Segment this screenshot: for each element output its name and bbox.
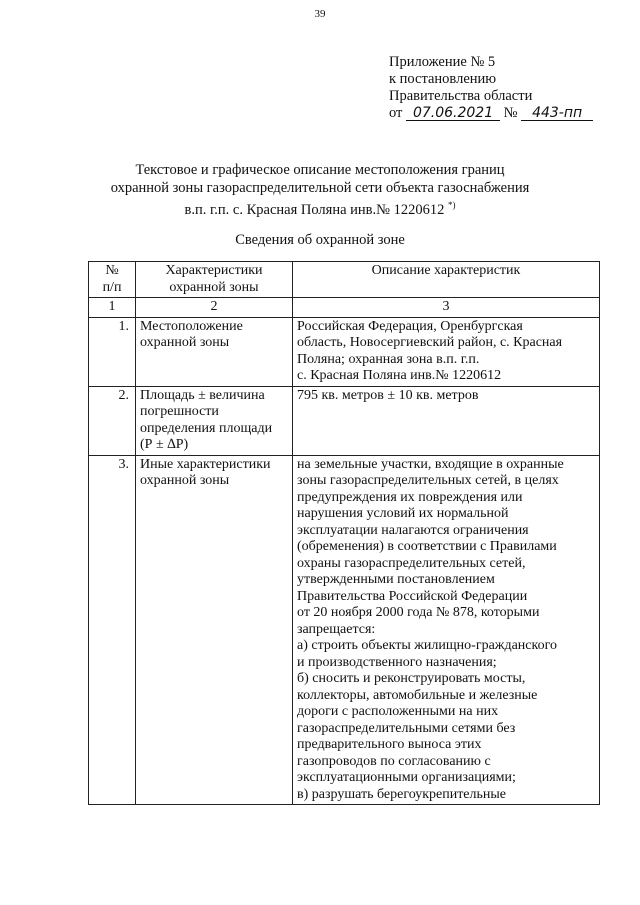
index-cell-3: 3	[293, 298, 600, 318]
header-number-line-1: №	[105, 263, 119, 278]
section-subtitle: Сведения об охранной зоне	[235, 232, 405, 248]
description-line: коллекторы, автомобильные и железные	[297, 687, 538, 703]
description-line: зоны газораспределительных сетей, в целях	[297, 473, 559, 488]
description-line: (обременения) в соответствии с Правилами	[297, 539, 557, 554]
table-index-row	[89, 298, 600, 318]
description-line: Поляна; охранная зона в.п. г.п.	[297, 351, 480, 367]
row-number: 2.	[89, 386, 136, 455]
description-line: а) строить объекты жилищно-гражданского	[297, 638, 557, 653]
appendix-line-2: к постановлению	[389, 71, 497, 87]
description-line: утвержденными постановлением	[297, 572, 495, 587]
characteristic-line: погрешности	[140, 404, 219, 419]
row-description	[293, 386, 600, 455]
title-footnote-mark: *)	[447, 200, 456, 210]
row-description	[293, 455, 600, 805]
appendix-block	[389, 54, 593, 122]
header-characteristics-line-2: охранной зоны	[169, 279, 259, 295]
title-line-2: охранной зоны газораспределительной сети объекта газоснабжения	[110, 179, 530, 196]
description-line: газопроводов по согласованию с	[297, 753, 491, 769]
appendix-line-1: Приложение № 5	[389, 54, 496, 70]
appendix-date: 07.06.2021	[406, 106, 500, 121]
description-line: Российская Федерация, Оренбургская	[297, 318, 523, 334]
characteristic-line: (Р ± ∆Р)	[140, 437, 189, 452]
characteristic-line: Местоположение	[140, 318, 243, 334]
characteristic-line: Площадь ± величина	[140, 387, 265, 403]
description-line: Правительства Российской Федерации	[297, 588, 528, 604]
index-cell-2: 2	[136, 298, 293, 318]
page-number: 39	[314, 8, 326, 20]
row-number: 3.	[89, 455, 136, 805]
header-cell-characteristics	[136, 262, 293, 298]
characteristic-line: охранной зоны	[140, 335, 230, 350]
table-body	[89, 317, 600, 805]
description-line: в) разрушать берегоукрепительные	[297, 786, 507, 802]
characteristic-line: Иные характеристики	[140, 456, 271, 472]
characteristic-line: определения площади	[140, 420, 273, 436]
title-line-3-text: в.п. г.п. с. Красная Поляна инв.№ 1220612	[184, 201, 445, 218]
header-cell-number	[89, 262, 136, 298]
description-line: на земельные участки, входящие в охранные	[297, 456, 564, 472]
appendix-line-4	[389, 105, 593, 122]
description-line: б) сносить и реконструировать мосты,	[297, 671, 526, 686]
table-row	[89, 386, 600, 455]
zone-table	[88, 261, 600, 805]
description-line: запрещается:	[297, 621, 376, 637]
description-line: с. Красная Поляна инв.№ 1220612	[297, 368, 502, 383]
characteristic-line: охранной зоны	[140, 473, 230, 488]
appendix-no: №	[503, 105, 518, 121]
description-line: эксплуатационными организациями;	[297, 770, 516, 785]
row-number: 1.	[89, 317, 136, 386]
description-line: предупреждения их повреждения или	[297, 489, 523, 505]
description-line: дороги с расположенными на них	[297, 704, 499, 719]
table-row	[89, 455, 600, 805]
title-line-3	[70, 197, 570, 219]
appendix-ot: от	[389, 105, 403, 121]
description-line: предварительного выноса этих	[297, 737, 482, 752]
row-characteristic	[136, 386, 293, 455]
row-description	[293, 317, 600, 386]
table-row	[89, 317, 600, 386]
description-line: газораспределительными сетями без	[297, 720, 516, 736]
table-header-row	[89, 262, 600, 298]
description-line: эксплуатации налагаются ограничения	[297, 522, 529, 538]
row-characteristic	[136, 455, 293, 805]
description-line: нарушения условий их нормальной	[297, 506, 509, 521]
title-line-1: Текстовое и графическое описание местоположения границ	[135, 162, 505, 178]
description-line: охраны газораспределительных сетей,	[297, 555, 526, 571]
index-cell-1: 1	[89, 298, 136, 318]
description-line: область, Новосергиевский район, с. Красная	[297, 335, 563, 350]
appendix-number: 443-пп	[521, 106, 593, 121]
header-characteristics-line-1: Характеристики	[165, 263, 263, 278]
description-line: 795 кв. метров ± 10 кв. метров	[297, 387, 479, 403]
appendix-line-3: Правительства области	[389, 88, 533, 104]
description-line: от 20 ноября 2000 года № 878, которыми	[297, 605, 540, 620]
row-characteristic	[136, 317, 293, 386]
header-cell-description: Описание характеристик	[293, 262, 600, 298]
header-number-line-2: п/п	[102, 279, 122, 295]
document-title	[70, 162, 570, 219]
description-line: и производственного назначения;	[297, 654, 497, 670]
